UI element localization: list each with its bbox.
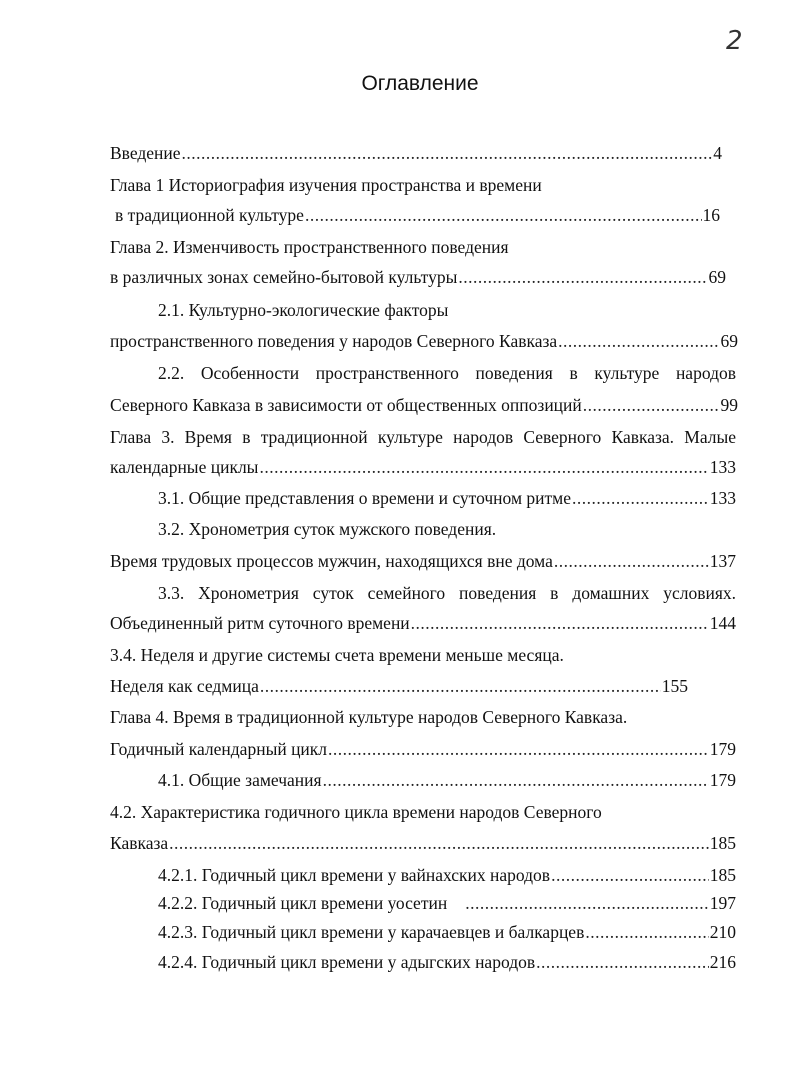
toc-entry-chapter-3 bbox=[110, 456, 736, 478]
toc-page-number: 99 bbox=[720, 395, 738, 415]
toc-page-number: 155 bbox=[661, 676, 688, 696]
toc-entry-heading-line: Глава 3. Время в традиционной культуре народов Северного Кавказа. Малые bbox=[110, 427, 736, 447]
toc-entry-text: Объединенный ритм суточного времени bbox=[110, 613, 410, 633]
page-title: Оглавление bbox=[361, 72, 479, 95]
dot-leader bbox=[536, 951, 709, 973]
handwritten-page-number: 2 bbox=[726, 26, 743, 56]
toc-entry-text: 4.1. Общие замечания bbox=[158, 770, 322, 790]
dot-leader bbox=[572, 487, 709, 509]
toc-entry-text: Введение bbox=[110, 143, 181, 163]
toc-entry-section-4-2-3 bbox=[158, 921, 736, 943]
toc-entry-text: календарные циклы bbox=[110, 457, 259, 477]
toc-page-number: 69 bbox=[708, 267, 726, 287]
toc-entry-section-3-4 bbox=[110, 675, 688, 697]
toc-entry-heading-line: 4.2. Характеристика годичного цикла времени народов Северного bbox=[110, 802, 602, 822]
toc-page-number: 185 bbox=[709, 865, 736, 885]
dot-leader bbox=[259, 456, 708, 478]
toc-entry-heading-line: 2.2. Особенности пространственного поведения в культуре народов bbox=[158, 363, 736, 383]
toc-page-number: 16 bbox=[702, 205, 720, 225]
dot-leader bbox=[305, 204, 702, 226]
toc-entry-text: Неделя как седмица bbox=[110, 676, 259, 696]
dot-leader bbox=[551, 864, 709, 886]
toc-entry-section-4-2-4 bbox=[158, 951, 736, 973]
toc-entry-text: 4.2.3. Годичный цикл времени у карачаевцев и балкарцев bbox=[158, 922, 585, 942]
dot-leader bbox=[411, 612, 709, 634]
toc-entry-section-4-2-1 bbox=[158, 864, 736, 886]
toc-entry-heading-line: 3.4. Неделя и другие системы счета времени меньше месяца. bbox=[110, 645, 564, 665]
dot-leader bbox=[585, 921, 708, 943]
toc-page-number: 4 bbox=[713, 143, 722, 163]
toc-entry-chapter-2 bbox=[110, 266, 726, 288]
toc-page-number: 133 bbox=[709, 488, 736, 508]
toc-entry-text: 4.2.4. Годичный цикл времени у адыгских народов bbox=[158, 952, 536, 972]
toc-entry-text: 4.2.2. Годичный цикл времени уосетин bbox=[158, 893, 448, 913]
dot-leader bbox=[558, 330, 719, 352]
toc-entry-text: Северного Кавказа в зависимости от общественных оппозиций bbox=[110, 395, 582, 415]
toc-entry-heading-line: 3.3. Хронометрия суток семейного поведения в домашних условиях. bbox=[158, 583, 736, 603]
toc-page-number: 179 bbox=[709, 770, 736, 790]
toc-entry-text: пространственного поведения у народов Северного Кавказа bbox=[110, 331, 558, 351]
dot-leader bbox=[458, 266, 707, 288]
toc-entry-introduction bbox=[110, 142, 722, 164]
toc-page-number: 133 bbox=[709, 457, 736, 477]
toc-entry-text: Время трудовых процессов мужчин, находящихся вне дома bbox=[110, 551, 553, 571]
dot-leader bbox=[323, 769, 709, 791]
toc-entry-text: 4.2.1. Годичный цикл времени у вайнахских народов bbox=[158, 865, 551, 885]
toc-entry-heading-line: 3.2. Хронометрия суток мужского поведения. bbox=[158, 519, 497, 539]
toc-page-number: 216 bbox=[709, 952, 736, 972]
toc-entry-heading-line: Глава 1 Историография изучения пространства и времени bbox=[110, 175, 542, 195]
toc-entry-text: в традиционной культуре bbox=[115, 205, 304, 225]
dot-leader bbox=[328, 738, 709, 760]
toc-entry-section-2-2 bbox=[110, 394, 738, 416]
dot-leader bbox=[554, 550, 709, 572]
toc-entry-heading-line: Глава 2. Изменчивость пространственного поведения bbox=[110, 237, 509, 257]
toc-page-number: 144 bbox=[709, 613, 736, 633]
toc-page-number: 137 bbox=[709, 551, 736, 571]
toc-entry-chapter-4 bbox=[110, 738, 736, 760]
toc-page-number: 179 bbox=[709, 739, 736, 759]
toc-entry-heading-line: Глава 4. Время в традиционной культуре народов Северного Кавказа. bbox=[110, 707, 628, 727]
toc-entry-section-4-1 bbox=[158, 769, 736, 791]
dot-leader bbox=[169, 832, 709, 854]
toc-entry-text: в различных зонах семейно-бытовой культуры bbox=[110, 267, 458, 287]
dot-leader bbox=[182, 142, 713, 164]
toc-page-number: 197 bbox=[709, 893, 736, 913]
toc-page-number: 210 bbox=[709, 922, 736, 942]
toc-page-number: 185 bbox=[709, 833, 736, 853]
toc-page-number: 69 bbox=[720, 331, 738, 351]
toc-entry-section-3-1 bbox=[158, 487, 736, 509]
toc-entry-section-4-2-2 bbox=[158, 892, 736, 914]
toc-entry-section-3-3 bbox=[110, 612, 736, 634]
toc-entry-text: Годичный календарный цикл bbox=[110, 739, 328, 759]
toc-entry-heading-line: 2.1. Культурно-экологические факторы bbox=[158, 300, 449, 320]
toc-entry-section-4-2 bbox=[110, 832, 736, 854]
toc-entry-section-3-2 bbox=[110, 550, 736, 572]
toc-entry-text: 3.1. Общие представления о времени и суточном ритме bbox=[158, 488, 572, 508]
toc-entry-chapter-1 bbox=[115, 204, 720, 226]
dot-leader bbox=[583, 394, 720, 416]
dot-leader bbox=[260, 675, 661, 697]
toc-entry-text: Кавказа bbox=[110, 833, 169, 853]
toc-entry-section-2-1 bbox=[110, 330, 738, 352]
dot-leader bbox=[465, 892, 709, 914]
